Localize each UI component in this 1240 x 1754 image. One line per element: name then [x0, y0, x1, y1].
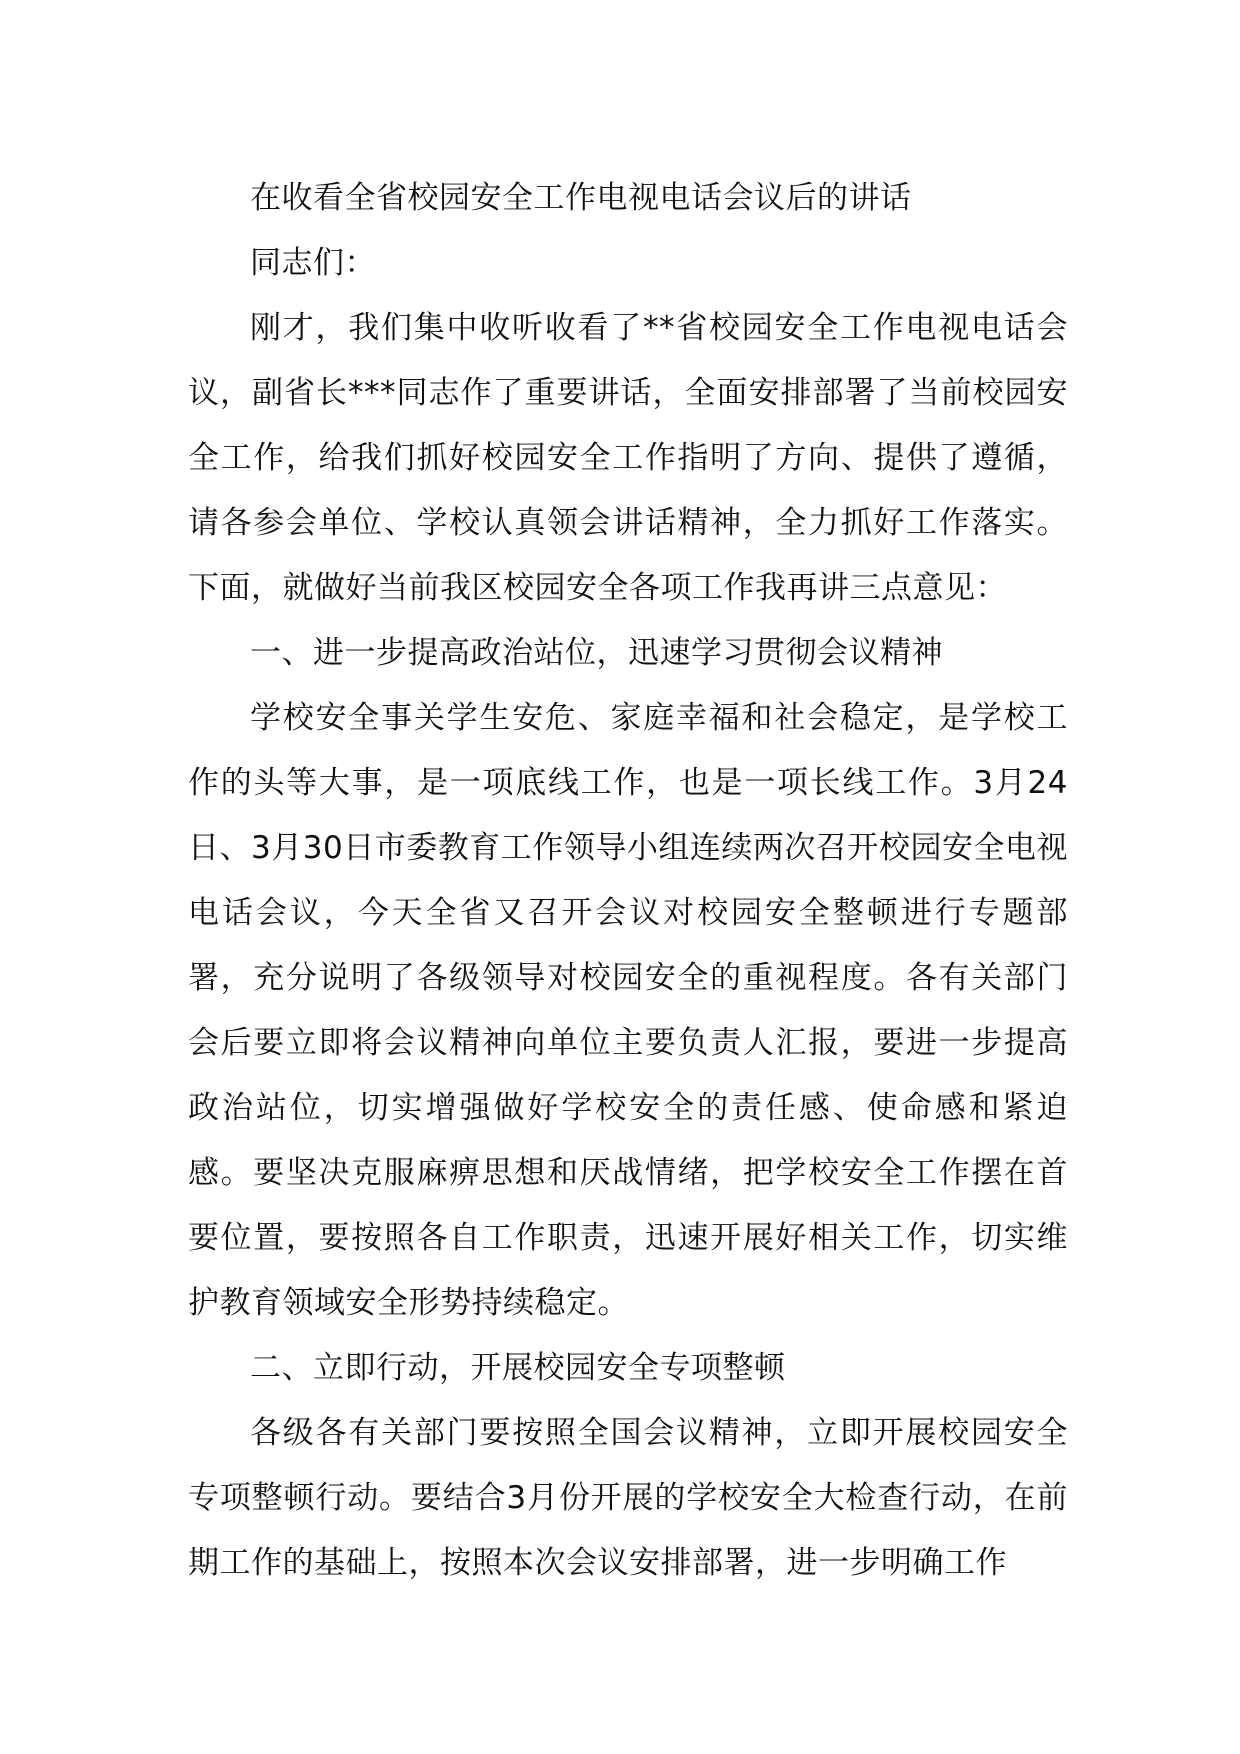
section-heading-one: 一、进一步提高政治站位，迅速学习贯彻会议精神 — [250, 635, 943, 671]
paragraph-section-two: 各级各有关部门要按照全国会议精神，立即开展校园安全专项整顿行动。要结合3月份开展的学校安全大检查行动，在前期工作的基础上，按照本次会议安排部署，进一步明确工作 — [188, 1415, 1068, 1581]
paragraph-opening: 刚才，我们集中收听收看了**省校园安全工作电视电话会议，副省长***同志作了重要讲话，全面安排部署了当前校园安全工作，给我们抓好校园安全工作指明了方向、提供了遵循，请各参会单位、学校认真领会讲话精神，全力抓好工作落实。下面，就做好当前我区校园安全各项工作我再讲三点意见： — [188, 310, 1068, 606]
document-body — [188, 166, 1068, 1596]
paragraph-section-one: 学校安全事关学生安危、家庭幸福和社会稳定，是学校工作的头等大事，是一项底线工作，也是一项长线工作。3月24日、3月30日市委教育工作领导小组连续两次召开校园安全电视电话会议，今天全省又召开会议对校园安全整顿进行专题部署，充分说明了各级领导对校园安全的重视程度。各有关部门会后要立即将会议精神向单位主要负责人汇报，要进一步提高政治站位，切实增强做好学校安全的责任感、使命感和紧迫感。要坚决克服麻痹思想和厌战情绪，把学校安全工作摆在首要位置，要按照各自工作职责，迅速开展好相关工作，切实维护教育领域安全形势持续稳定。 — [188, 700, 1068, 1321]
salutation: 同志们： — [250, 245, 376, 281]
section-heading-two: 二、立即行动，开展校园安全专项整顿 — [250, 1350, 786, 1386]
document-title: 在收看全省校园安全工作电视电话会议后的讲话 — [250, 180, 912, 216]
